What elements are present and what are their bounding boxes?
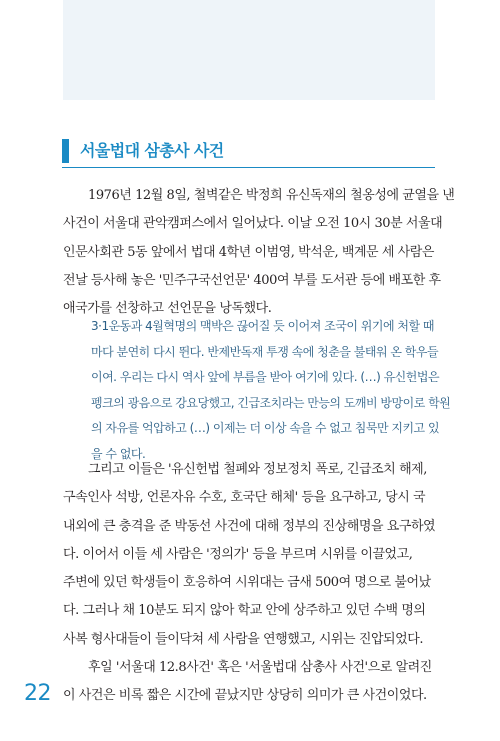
- paragraph-line: 사복 형사대들이 들이닥쳐 세 사람을 연행했고, 시위는 진압되었다.: [63, 631, 424, 647]
- section-heading-marker: [62, 139, 69, 163]
- paragraph-line: 1976년 12월 8일, 철벽같은 박정희 유신독재의 철옹성에 균열을 낸: [88, 188, 455, 203]
- section-title: 서울법대 삼총사 사건: [80, 141, 224, 160]
- paragraph-line: 전날 등사해 놓은 '민주구국선언문' 400여 부를 도서관 등에 배포한 후: [63, 272, 441, 288]
- page-number: 22: [24, 681, 51, 706]
- quote-line: 3·1운동과 4월혁명의 맥박은 끊어질 듯 이어져 조국이 위기에 처할 때: [91, 319, 434, 333]
- quote-line: 을 수 없다.: [91, 446, 146, 461]
- paragraph-line: 사건이 서울대 관악캠퍼스에서 일어났다. 이날 오전 10시 30분 서울대: [63, 216, 443, 232]
- paragraph-line: 내외에 큰 충격을 준 박동선 사건에 대해 정부의 진상해명을 요구하였: [63, 518, 436, 534]
- section-title-rule: [62, 167, 435, 168]
- paragraph-line: 구속인사 석방, 언론자유 수호, 호국단 해체' 등을 요구하고, 당시 국: [63, 490, 426, 506]
- paragraph-line: 다. 이어서 이들 세 사람은 '정의가' 등을 부르며 시위를 이끌었고,: [63, 546, 413, 562]
- paragraph-line: 후일 '서울대 12.8사건' 혹은 '서울법대 삼총사 사건'으로 알려진: [88, 660, 432, 676]
- quote-line: 마다 분연히 다시 뛴다. 반제반독재 투쟁 속에 청춘을 불태워 온 학우들: [91, 344, 439, 359]
- paragraph-line: 그리고 이들은 '유신헌법 철폐와 정보정치 폭로, 긴급조치 해제,: [88, 462, 427, 477]
- declaration-quote: [91, 314, 451, 468]
- paragraph-line: 이 사건은 비록 짧은 시간에 끝났지만 상당히 의미가 큰 사건이었다.: [63, 688, 427, 704]
- paragraph-demands: [63, 456, 435, 711]
- quote-line: 펭크의 광음으로 강요당했고, 긴급조치라는 만능의 도깨비 방망이로 학원: [91, 395, 451, 410]
- top-decorative-band: [63, 0, 435, 100]
- quote-line: 의 자유를 억압하고 (…) 이제는 더 이상 속을 수 없고 침묵만 지키고 있: [91, 421, 440, 436]
- quote-line: 이여. 우리는 다시 역사 앞에 부름을 받아 여기에 있다. (…) 유신헌법은: [91, 370, 440, 385]
- paragraph-line: 인문사회관 5동 앞에서 법대 4학년 이범영, 박석운, 백계문 세 사람은: [63, 244, 434, 260]
- paragraph-line: 주변에 있던 학생들이 호응하여 시위대는 금새 500여 명으로 불어났: [63, 575, 431, 591]
- paragraph-line: 다. 그러나 채 10분도 되지 않아 학교 안에 상주하고 있던 수백 명의: [63, 603, 426, 619]
- paragraph-line: 애국가를 선창하고 선언문을 낭독했다.: [63, 301, 272, 317]
- paragraph-intro: [63, 182, 455, 323]
